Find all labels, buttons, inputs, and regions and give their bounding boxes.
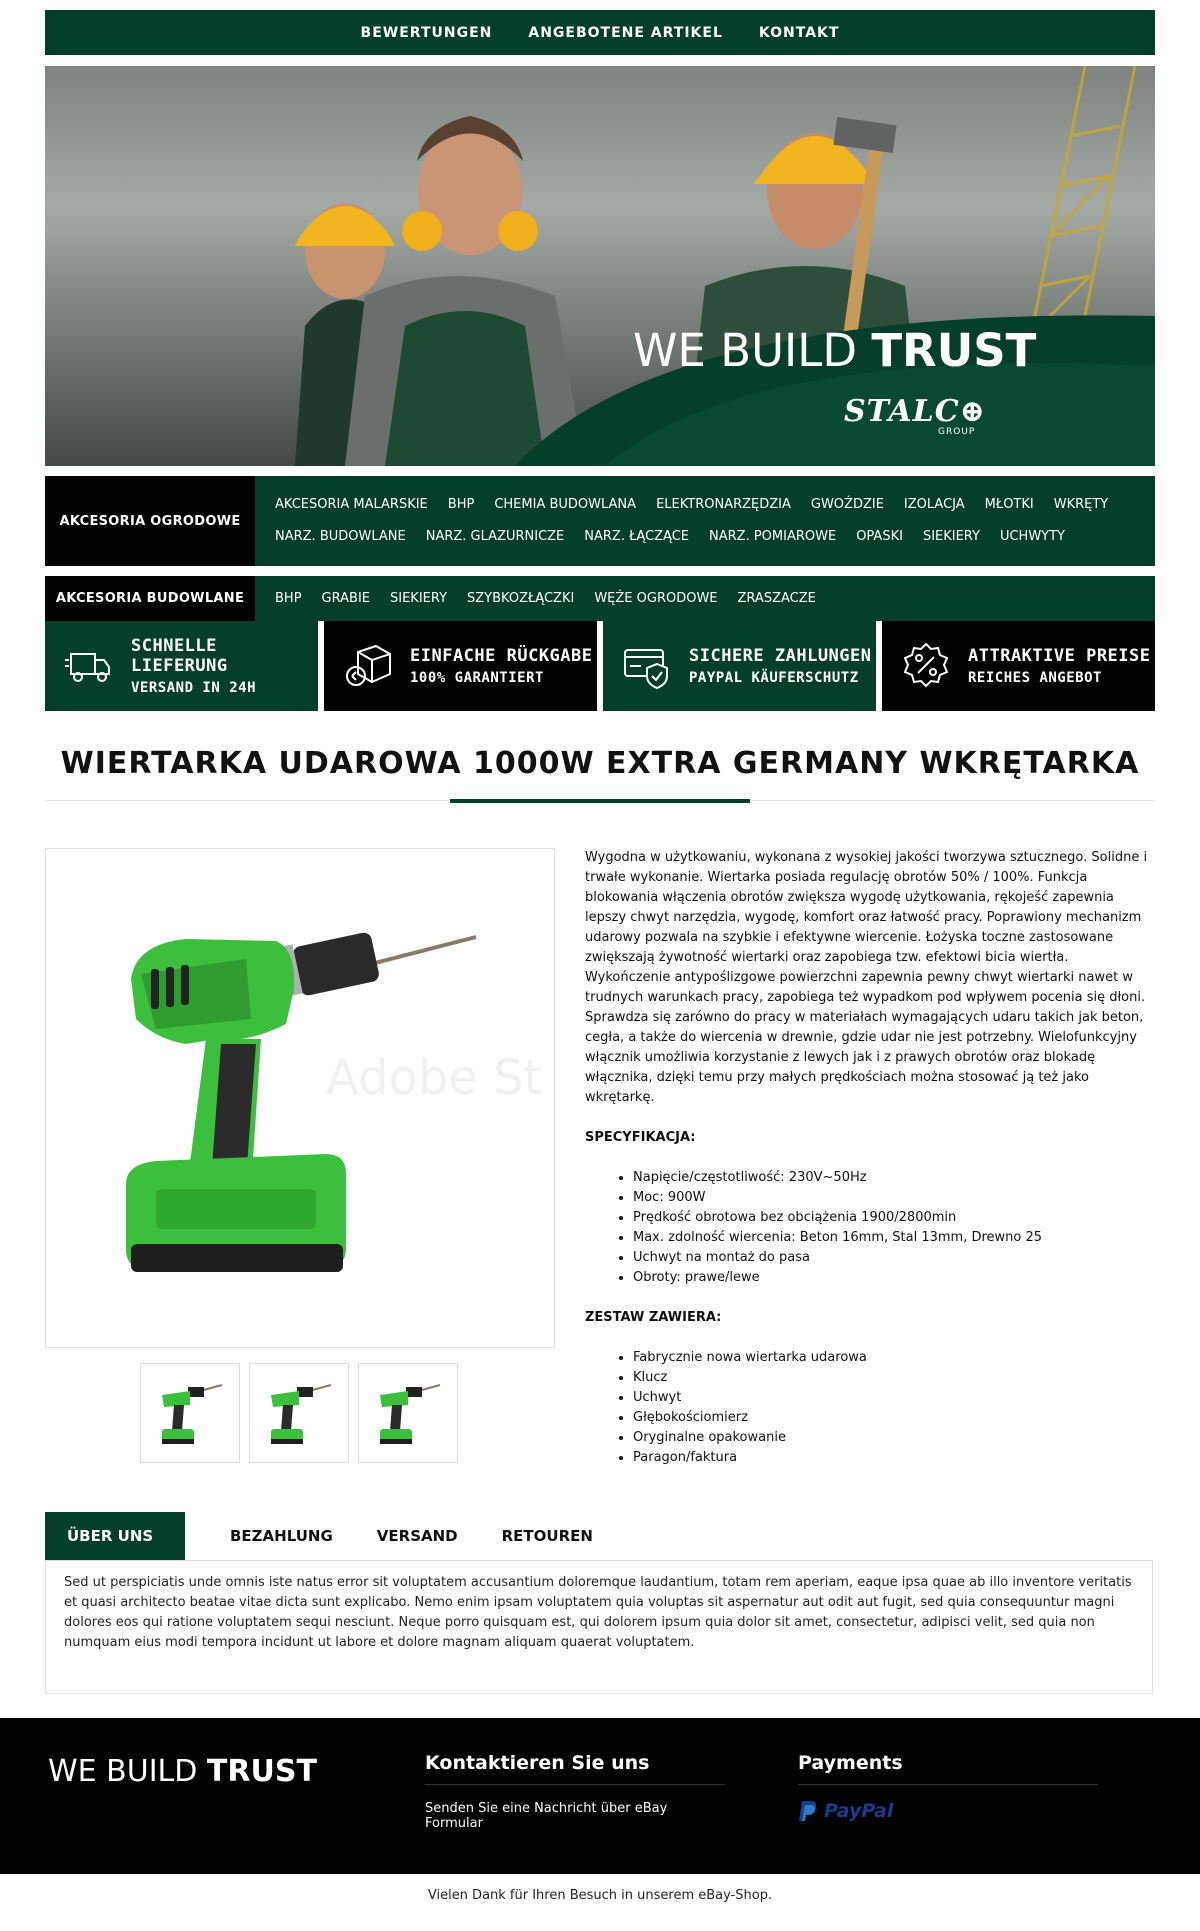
contact-heading: Kontaktieren Sie uns	[425, 1752, 725, 1785]
brand-logo-sub: GROUP	[938, 427, 976, 437]
spec-item: • Prędkość obrotowa bez obciążenia 1900/2800min	[633, 1208, 1150, 1228]
set-item: • Klucz	[633, 1368, 1150, 1388]
category-label-ogrodowe[interactable]: AKCESORIA OGRODOWE	[45, 476, 255, 566]
feature-subtitle: VERSAND IN 24H	[131, 680, 257, 696]
category-link[interactable]: IZOLACJA	[903, 497, 965, 512]
category-link[interactable]: GWOŹDZIE	[810, 497, 884, 512]
footer-title: WE BUILD TRUST	[48, 1754, 317, 1789]
nav-kontakt[interactable]: KONTAKT	[758, 24, 840, 41]
product-description	[585, 848, 1150, 1468]
paypal-icon	[798, 1799, 818, 1823]
hero-illustration	[45, 66, 1155, 466]
category-link[interactable]: UCHWYTY	[999, 529, 1065, 544]
category-link[interactable]: NARZ. BUDOWLANE	[275, 529, 406, 544]
set-item: • Oryginalne opakowanie	[633, 1428, 1150, 1448]
tab-content: Sed ut perspiciatis unde omnis iste natus error sit voluptatem accusantium doloremque laudantium, totam rem aperiam, eaque ipsa quae ab illo inventore veritatis et quasi architecto beatae vitae dicta sunt explicabo. Nemo enim ipsam voluptatem quia voluptas sit aspernatur aut odit aut fugit, sed quia consequuntur magni dolores eos qui ratione voluptatem sequi nesciunt. Neque porro quisquam est, qui dolorem ipsum quia dolor sit amet, consectetur, adipisci velit, sed quia non numquam eius modi tempora incidunt ut labore et dolore magnam aliquam quaerat voluptatem.	[45, 1560, 1153, 1694]
footer-contact	[425, 1752, 725, 1831]
set-list	[585, 1348, 1150, 1468]
feature-strip	[45, 621, 1155, 711]
return-box-icon	[342, 640, 394, 692]
spec-item: • Uchwyt na montaż do pasa	[633, 1248, 1150, 1268]
category-link[interactable]: SIEKIERY	[922, 529, 980, 544]
title-accent	[450, 799, 750, 803]
feature-subtitle: 100% GARANTIERT	[410, 670, 544, 686]
category-links-budowlane	[255, 576, 1155, 621]
top-nav	[45, 10, 1155, 55]
tab-bezahlung[interactable]: BEZAHLUNG	[230, 1527, 333, 1545]
spec-item: • Max. zdolność wiercenia: Beton 16mm, Stal 13mm, Drewno 25	[633, 1228, 1150, 1248]
spec-heading: SPECYFIKACJA:	[585, 1130, 696, 1145]
feature-prices	[882, 621, 1155, 711]
hero-banner	[45, 66, 1155, 466]
category-link[interactable]: GRABIE	[321, 590, 370, 606]
paypal-text: PayPal	[824, 1800, 894, 1822]
feature-payments	[603, 621, 876, 711]
set-item: • Głębokościomierz	[633, 1408, 1150, 1428]
spec-list	[585, 1168, 1150, 1288]
category-link[interactable]: WĘŻE OGRODOWE	[594, 590, 718, 606]
tab-ueber-uns[interactable]: ÜBER UNS	[45, 1512, 185, 1560]
feature-delivery	[45, 621, 318, 711]
feature-title: SCHNELLE LIEFERUNG	[131, 636, 228, 676]
percent-badge-icon	[900, 640, 952, 692]
tab-versand[interactable]: VERSAND	[376, 1527, 458, 1545]
category-link[interactable]: MŁOTKI	[984, 497, 1034, 512]
category-bar-ogrodowe	[45, 476, 1155, 566]
set-item: • Fabrycznie nowa wiertarka udarowa	[633, 1348, 1150, 1368]
feature-title: EINFACHE RÜCKGABE	[410, 646, 593, 666]
brand-logo: STALC⊕	[844, 394, 986, 429]
footer-payments	[798, 1752, 1098, 1823]
watermark-text: Adobe St	[326, 1050, 543, 1106]
category-link[interactable]: WKRĘTY	[1053, 497, 1109, 512]
nav-angebotene-artikel[interactable]: ANGEBOTENE ARTIKEL	[528, 24, 723, 41]
thumbnail-1[interactable]	[140, 1363, 240, 1463]
set-item: • Paragon/faktura	[633, 1448, 1150, 1468]
category-links-ogrodowe	[255, 476, 1155, 566]
thumbnail-strip	[140, 1363, 458, 1463]
product-main-image[interactable]	[45, 848, 555, 1348]
category-link[interactable]: NARZ. GLAZURNICZE	[425, 529, 565, 544]
spec-item: • Obroty: prawe/lewe	[633, 1268, 1150, 1288]
tab-retouren[interactable]: RETOUREN	[501, 1527, 593, 1545]
product-title: WIERTARKA UDAROWA 1000W EXTRA GERMANY WKRĘTARKA	[60, 746, 1140, 781]
category-link[interactable]: OPASKI	[856, 529, 903, 544]
category-link[interactable]: ZRASZACZE	[737, 590, 816, 606]
set-item: • Uchwyt	[633, 1388, 1150, 1408]
thank-you-text: Vielen Dank für Ihren Besuch in unserem eBay-Shop.	[427, 1888, 773, 1903]
drill-thumbnail	[368, 1373, 448, 1453]
hero-title: WE BUILD TRUST	[633, 324, 1037, 377]
feature-subtitle: PAYPAL KÄUFERSCHUTZ	[689, 670, 859, 686]
spec-item: • Moc: 900W	[633, 1188, 1150, 1208]
secure-payment-icon	[621, 640, 673, 692]
thumbnail-2[interactable]	[249, 1363, 349, 1463]
category-link[interactable]: BHP	[447, 497, 475, 512]
footer	[0, 1718, 1200, 1874]
payments-heading: Payments	[798, 1752, 1098, 1785]
category-label-budowlane[interactable]: AKCESORIA BUDOWLANE	[45, 576, 255, 621]
truck-icon	[63, 640, 115, 692]
category-link[interactable]: SIEKIERY	[390, 590, 448, 606]
category-link[interactable]: BHP	[275, 590, 302, 606]
description-text: Wygodna w użytkowaniu, wykonana z wysokiej jakości tworzywa sztucznego. Solidne i trwałe wykonanie. Wiertarka posiada regulację obrotów 50% / 100%. Funkcja blokowania włączenia obrotów zwiększa wygodę użytkowania, rękojeść zapewnia lepszy chwyt narzędzia, wygodę, komfort oraz łatwość pracy. Poprawiony mechanizm udarowy pozwala na szybkie i efektywne wiercenie. Łożyska toczne zastosowane zwiększają żywotność wiertarki oraz zapobiega tzw. efektowi bicia wiertła. Wykończenie antypoślizgowe powierzchni zapewnia pewny chwyt wiertarki nawet w trudnych warunkach pracy, zapobiega też wypadkom pod wpływem pocenia się dłoni. Sprawdza się zarówno do pracy w materiałach wymagających udaru takich jak beton, cegła, a także do wiercenia w drewnie, gdzie udar nie jest potrzebny. Wielofunkcyjny włącznik umożliwia korzystanie z lewych jak i z prawych obrotów oraz blokadę włącznika, dzięki temu przy małych prędkościach można stosować ją też jako wkrętarkę.	[585, 850, 1148, 1105]
feature-subtitle: REICHES ANGEBOT	[968, 670, 1102, 686]
category-link[interactable]: ELEKTRONARZĘDZIA	[656, 497, 791, 512]
contact-link[interactable]: Senden Sie eine Nachricht über eBay Formular	[425, 1801, 668, 1831]
feature-title: SICHERE ZAHLUNGEN	[689, 646, 872, 666]
feature-title: ATTRAKTIVE PREISE	[968, 646, 1151, 666]
category-link[interactable]: NARZ. POMIAROWE	[709, 529, 837, 544]
drill-image	[46, 849, 554, 1347]
nav-bewertungen[interactable]: BEWERTUNGEN	[360, 24, 493, 41]
info-tabs	[45, 1512, 1155, 1560]
category-bar-budowlane	[45, 566, 1155, 621]
spec-item: • Napięcie/częstotliwość: 230V~50Hz	[633, 1168, 1150, 1188]
category-link[interactable]: AKCESORIA MALARSKIE	[275, 497, 428, 512]
thumbnail-3[interactable]	[358, 1363, 458, 1463]
set-heading: ZESTAW ZAWIERA:	[585, 1310, 722, 1325]
category-link[interactable]: SZYBKOZŁĄCZKI	[467, 590, 575, 606]
category-link[interactable]: NARZ. ŁĄCZĄCE	[584, 529, 690, 544]
category-link[interactable]: CHEMIA BUDOWLANA	[494, 497, 637, 512]
paypal-logo	[798, 1799, 1098, 1823]
feature-returns	[324, 621, 597, 711]
drill-thumbnail	[150, 1373, 230, 1453]
drill-thumbnail	[259, 1373, 339, 1453]
